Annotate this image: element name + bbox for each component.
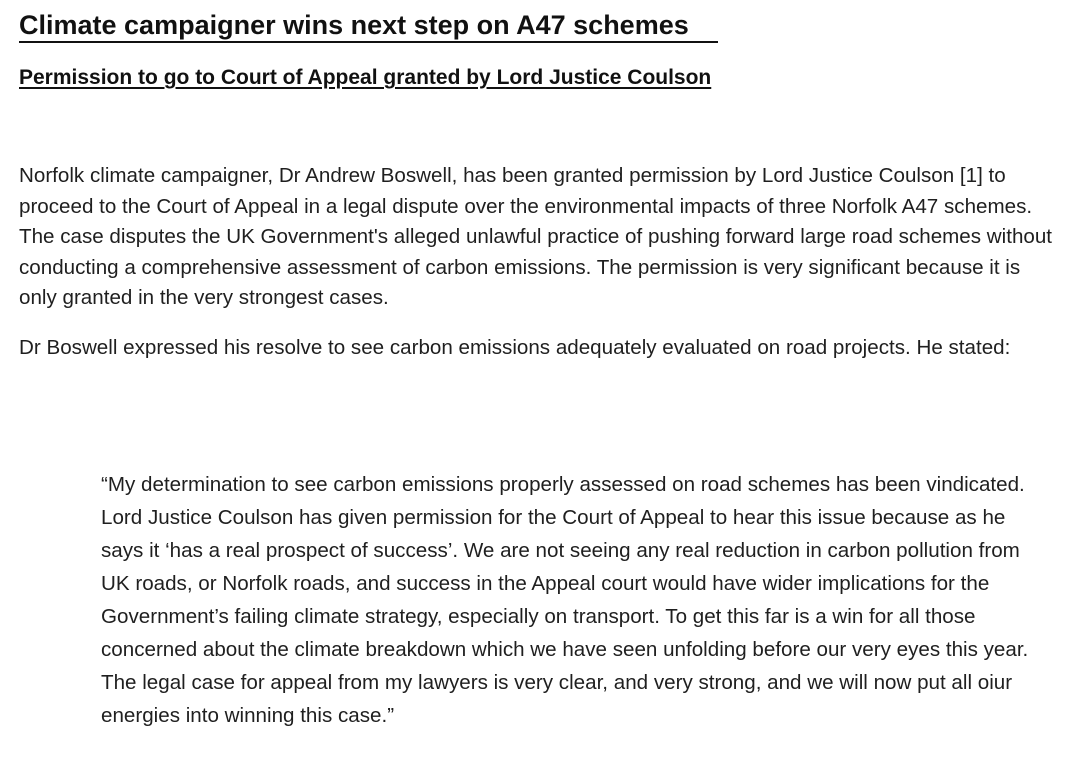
body-paragraph-statement: Dr Boswell expressed his resolve to see carbon emissions adequately evaluated on road projects. He stated: <box>19 336 1011 359</box>
page-subtitle: Permission to go to Court of Appeal granted by Lord Justice Coulson <box>19 66 712 89</box>
body-paragraph-intro: Norfolk climate campaigner, Dr Andrew Boswell, has been granted permission by Lord Justice Coulson [1] to proceed to the Court of Appeal in a legal dispute over the environmental impacts of three Norfolk A47 schemes. The case disputes the UK Government's alleged unlawful practice of pushing forward large road schemes without conducting a comprehensive assessment of carbon emissions. The permission is very significant because it is only granted in the very strongest cases. <box>19 164 1053 310</box>
title-underline <box>19 41 718 43</box>
page-title: Climate campaigner wins next step on A47 schemes <box>19 10 697 40</box>
block-quote: “My determination to see carbon emissions properly assessed on road schemes has been vindicated. Lord Justice Coulson has given permission for the Court of Appeal to hear this issue because as he says it ‘has a real prospect of success’. We are not seeing any real reduction in carbon pollution from UK roads, or Norfolk roads, and success in the Appeal court would have wider implications for the Government’s failing climate strategy, especially on transport. To get this far is a win for all those concerned about the climate breakdown which we have seen unfolding before our very eyes this year. The legal case for appeal from my lawyers is very clear, and very strong, and we will now put all oiur energies into winning this case.” <box>101 473 1029 727</box>
